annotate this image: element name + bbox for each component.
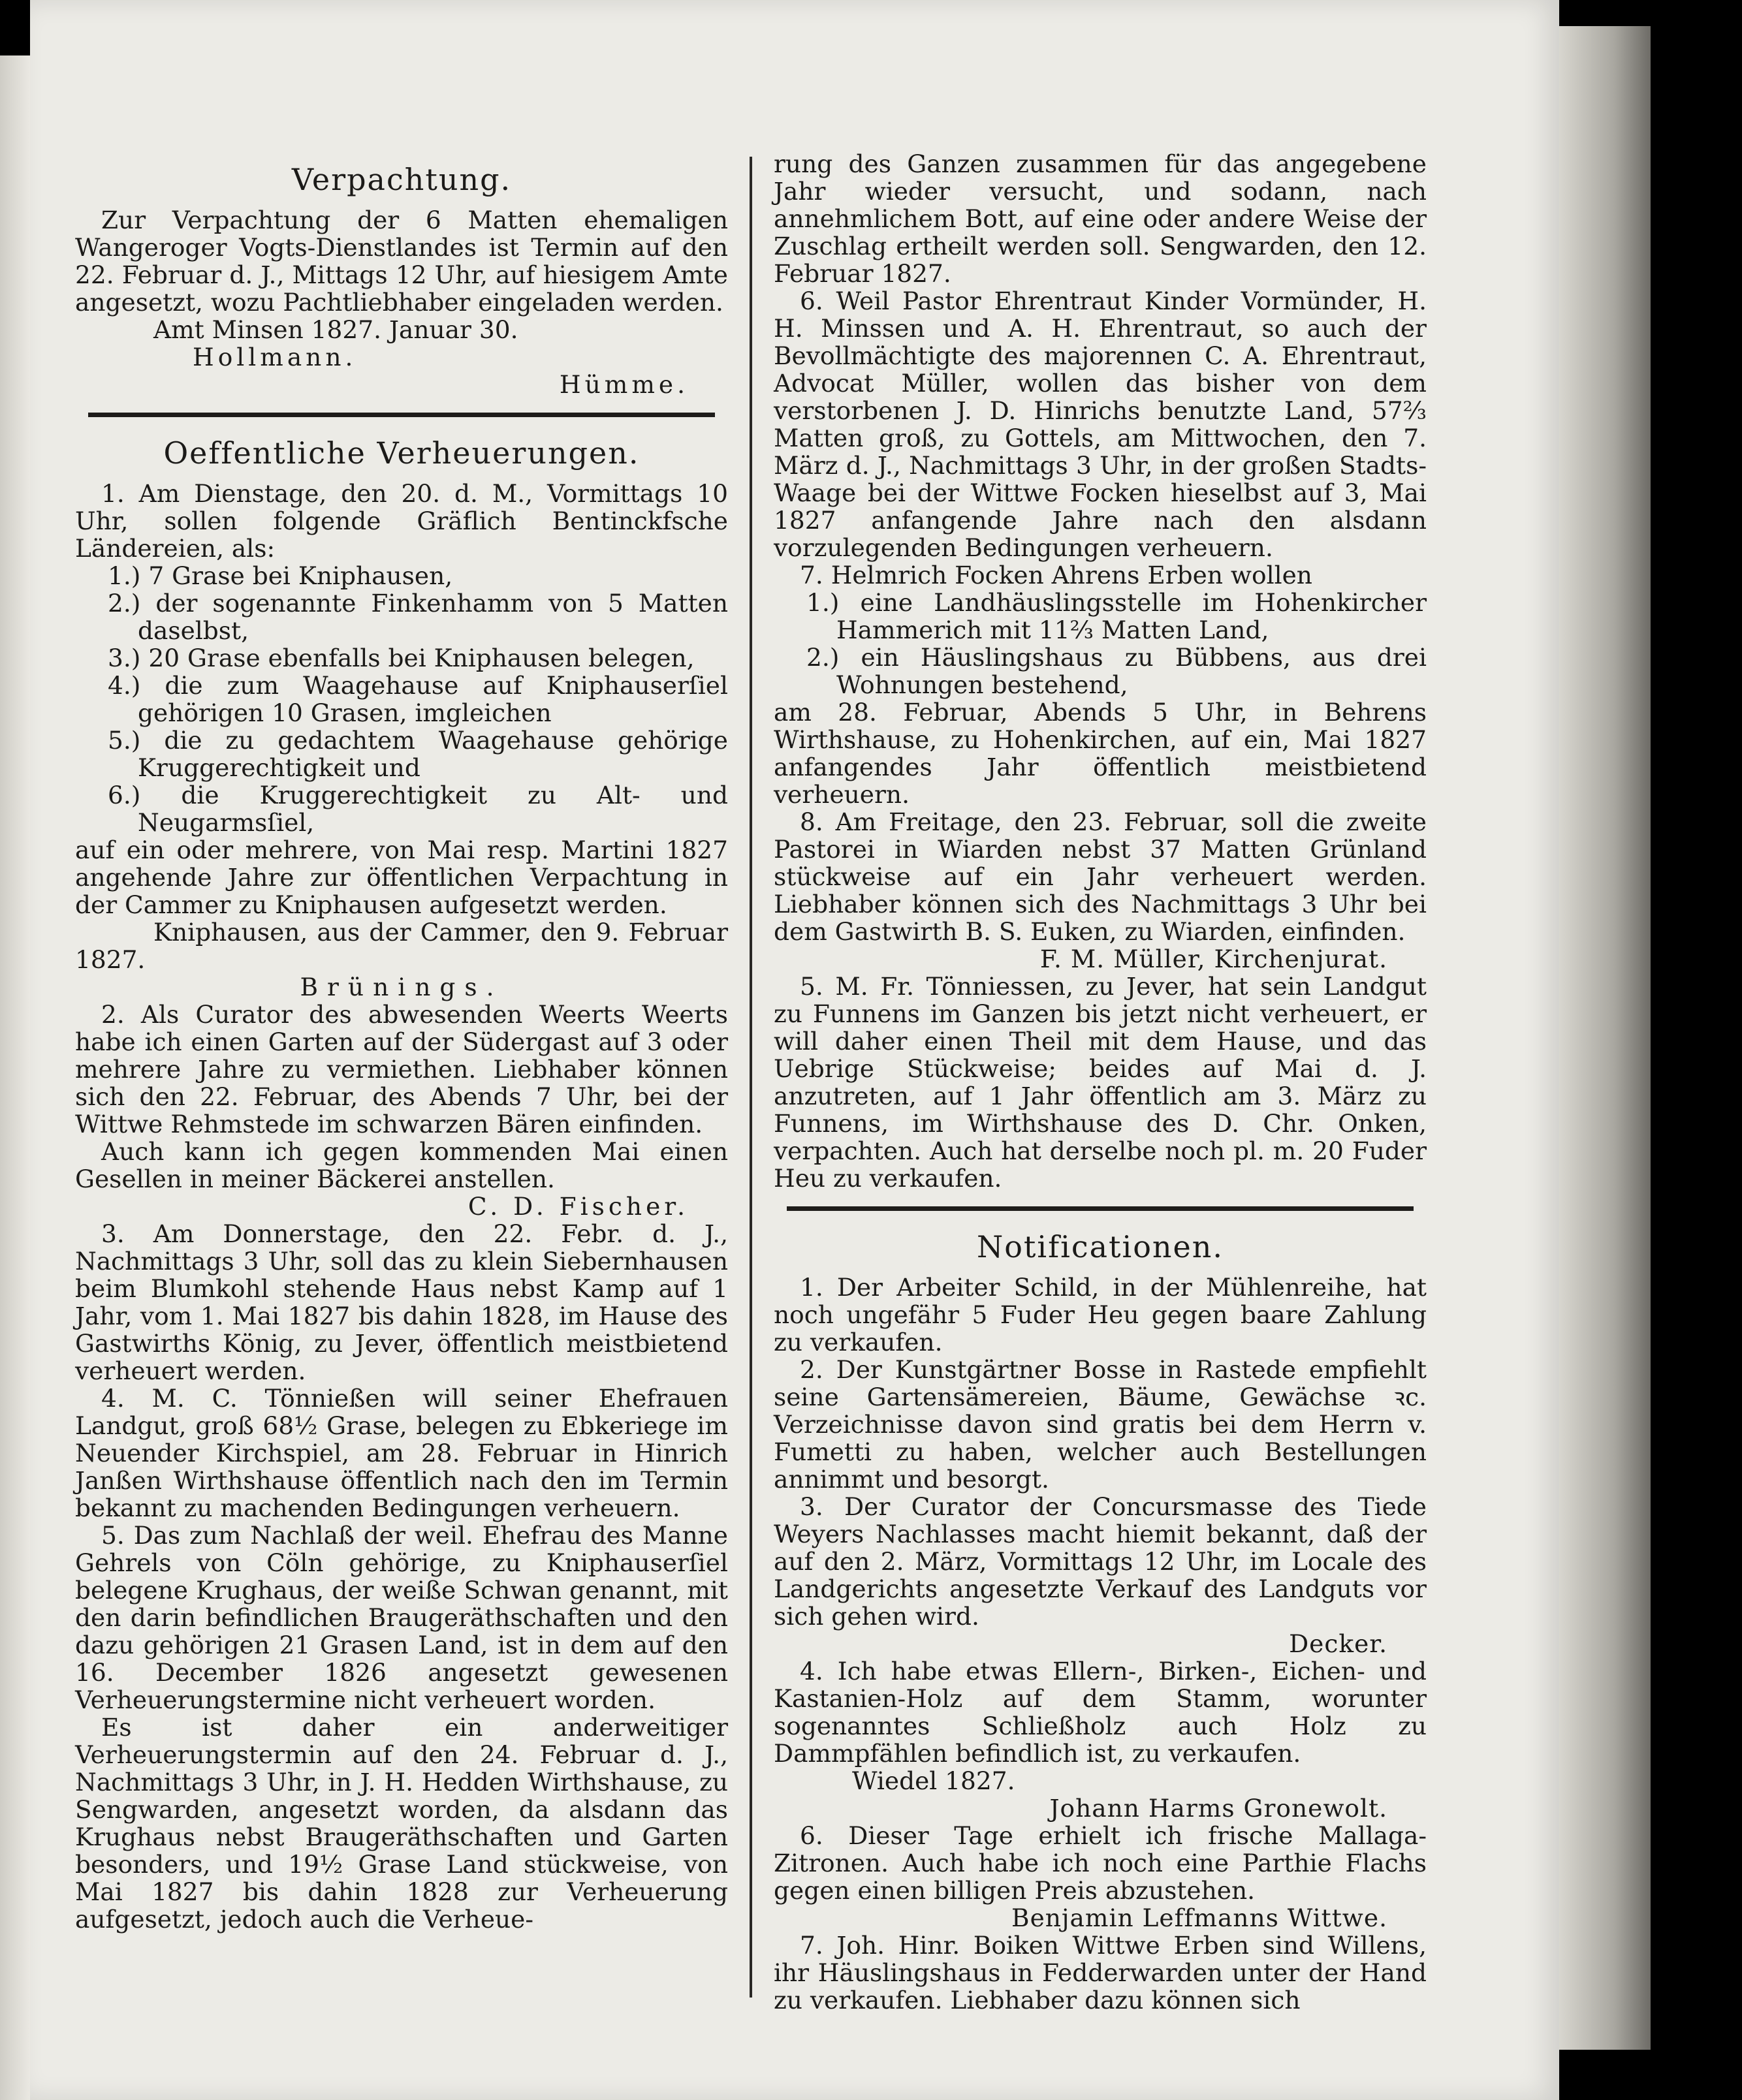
column-divider [750,157,752,1998]
notice-paragraph: 6. Dieser Tage erhielt ich frische Mallaga-Zitronen. Auch habe ich noch eine Parthie Flachs gegen einen billigen Preis abzustehen. [774,1821,1427,1905]
notice-paragraph: 7. Joh. Hinr. Boiken Wittwe Erben sind Willens, ihr Häuslingshaus in Fedderwarden unter der Hand zu verkaufen. Liebhaber dazu können sich [774,1931,1427,2014]
notice-paragraph: 1. Der Arbeiter Schild, in der Mühlenreihe, hat noch ungefähr 5 Fuder Heu gegen baare Zahlung zu verkaufen. [774,1273,1427,1356]
section-rule [88,413,715,417]
signature: Decker. [1289,1629,1387,1658]
notice-dateline: Kniphausen, aus der Cammer, den 9. Februar 1827. [75,918,728,974]
adjacent-page-sliver [0,55,30,2100]
notice-paragraph: 5. Das zum Nachlaß der weil. Ehefrau des Manne Gehrels von Cöln gehörige, zu Kniphauserſiel belegene Krughaus, der weiße Schwan genannt, mit den darin befindlichen Braugeräthschaften und den dazu gehörigen 21 Grasen Land, ist in dem auf den 16. December 1826 angesetzt gewesenen Verheuerungstermine nicht verheuert worden. [75,1521,728,1714]
notice-paragraph: auf ein oder mehrere, von Mai resp. Martini 1827 angehende Jahre zur öffentlichen Verpachtung in der Cammer zu Kniphausen aufgesetzt werden. [75,836,728,919]
section-heading-verpachtung: Verpachtung. [291,162,512,197]
notice-paragraph: Zur Verpachtung der 6 Matten ehemaligen Wangeroger Vogts-Dienstlandes ist Termin auf den 22. Februar d. J., Mittags 12 Uhr, auf hiesigem Amte angesetzt, wozu Pachtliebhaber eingeladen werden. [75,206,728,317]
notice-paragraph: 4. Ich habe etwas Ellern-, Birken-, Eichen- und Kastanien-Holz auf dem Stamm, worunter sogenanntes Schließholz auch Holz zu Dammpfählen befindlich ist, zu verkaufen. [774,1657,1427,1768]
notice-paragraph: rung des Ganzen zusammen für das angegebene Jahr wieder versucht, und sodann, nach annehmlichem Bott, auf eine oder andere Weise der Zuschlag ertheilt werden soll. Sengwarden, den 12. Februar 1827. [774,149,1427,288]
list-item: 2.) ein Häuslingshaus zu Bübbens, aus drei Wohnungen bestehend, [806,643,1427,699]
list-item: 1.) 7 Grase bei Kniphausen, [108,561,453,590]
list-item: 5.) die zu gedachtem Waagehause gehörige Kruggerechtigkeit und [108,726,728,782]
signature: Hümme. [559,370,689,399]
signature: Brünings. [300,973,503,1001]
list-item: 2.) der sogenannte Finkenhamm von 5 Matten daselbst, [108,589,728,645]
notice-paragraph: Auch kann ich gegen kommenden Mai einen Gesellen in meiner Bäckerei anstellen. [75,1137,728,1193]
book-edge [1559,26,1651,2050]
section-heading-notificationen: Notificationen. [976,1229,1224,1264]
notice-paragraph: 4. M. C. Tönnießen will seiner Ehefrauen Landgut, groß 68½ Grase, belegen zu Ebkeriege im Neuender Kirchspiel, am 28. Februar in Hinrich Janßen Wirthshause öffentlich nach den im Termin bekannt zu machenden Bedingungen verheuern. [75,1384,728,1522]
notice-paragraph: 2. Der Kunstgärtner Bosse in Rastede empfiehlt seine Gartensämereien, Bäume, Gewächse ꝛc. Verzeichnisse davon sind gratis bei dem Herrn v. Fumetti zu haben, welcher auch Bestellungen annimmt und besorgt. [774,1355,1427,1494]
signature: Hollmann. [193,343,357,371]
notice-paragraph: 1. Am Dienstage, den 20. d. M., Vormittags 10 Uhr, sollen folgende Gräflich Bentinckfsche Ländereien, als: [75,479,728,563]
notice-paragraph: 3. Der Curator der Concursmasse des Tiede Weyers Nachlasses macht hiemit bekannt, daß der auf den 2. März, Vormittags 12 Uhr, im Locale des Landgerichts angesetzte Verkauf des Landguts vor sich gehen wird. [774,1492,1427,1631]
notice-paragraph: 5. M. Fr. Tönniessen, zu Jever, hat sein Landgut zu Funnens im Ganzen bis jetzt nicht verheuert, er will daher einen Theil mit dem Hause, und das Uebrige Stückweise; beides auf Mai d. J. anzutreten, auf 1 Jahr öffentlich am 3. März zu Funnens, im Wirthshause des D. Chr. Onken, verpachten. Auch hat derselbe noch pl. m. 20 Fuder Heu zu verkaufen. [774,972,1427,1193]
section-heading-verheuerungen: Oeffentliche Verheuerungen. [163,435,640,471]
list-item: 3.) 20 Grase ebenfalls bei Kniphausen belegen, [108,644,695,672]
signature: Johann Harms Gronewolt. [1049,1794,1387,1823]
list-item: 1.) eine Landhäuslingsstelle im Hohenkircher Hammerich mit 11⅔ Matten Land, [806,588,1427,644]
signature: Benjamin Leffmanns Wittwe. [1011,1904,1387,1932]
notice-dateline: Wiedel 1827. [852,1766,1015,1795]
signature: F. M. Müller, Kirchenjurat. [1039,945,1387,973]
notice-paragraph: 6. Weil Pastor Ehrentraut Kinder Vormünder, H. H. Minssen und A. H. Ehrentraut, so auch der Bevollmächtigte des majorennen C. A. Ehrentraut, Advocat Müller, wollen das bisher von dem verstorbenen J. D. Hinrichs benutzte Land, 57⅔ Matten groß, zu Gottels, am Mittwochen, den 7. März d. J., Nachmittags 3 Uhr, in der großen Stadts-Waage bei der Wittwe Focken hieselbst auf 3, Mai 1827 anfangende Jahre nach den alsdann vorzulegenden Bedingungen verheuern. [774,287,1427,562]
list-item: 4.) die zum Waagehause auf Kniphauserſiel gehörigen 10 Grasen, imgleichen [108,671,728,727]
notice-paragraph: am 28. Februar, Abends 5 Uhr, in Behrens Wirthshause, zu Hohenkirchen, auf ein, Mai 1827 anfangendes Jahr öffentlich meistbietend verheuern. [774,698,1427,809]
list-item: 6.) die Kruggerechtigkeit zu Alt- und Neugarmsſiel, [108,781,728,837]
notice-paragraph: 2. Als Curator des abwesenden Weerts Weerts habe ich einen Garten auf der Südergast auf 3 oder mehrere Jahre zu vermiethen. Liebhaber können sich den 22. Februar, des Abends 7 Uhr, bei der Wittwe Rehmstede im schwarzen Bären einfinden. [75,1000,728,1138]
notice-paragraph: 3. Am Donnerstage, den 22. Febr. d. J., Nachmittags 3 Uhr, soll das zu klein Siebernhausen beim Blumkohl stehende Haus nebst Kamp auf 1 Jahr, vom 1. Mai 1827 bis dahin 1828, im Hause des Gastwirths König, zu Jever, öffentlich meistbietend verheuert werden. [75,1219,728,1385]
right-column [774,150,1427,2014]
notice-dateline: Amt Minsen 1827. Januar 30. [153,315,518,344]
section-rule [787,1206,1414,1211]
signature: C. D. Fischer. [467,1192,689,1221]
left-column [75,150,728,1933]
notice-paragraph: Es ist daher ein anderweitiger Verheuerungstermin auf den 24. Februar d. J., Nachmittags 3 Uhr, in J. H. Hedden Wirthshause, zu Sengwarden, angesetzt worden, da alsdann das Krughaus nebst Braugeräthschaften und Garten besonders, und 19½ Grase Land stückweise, von Mai 1827 bis dahin 1828 zur Verheuerung aufgesetzt, jedoch auch die Verheue- [75,1713,728,1934]
notice-paragraph: 7. Helmrich Focken Ahrens Erben wollen [800,561,1312,589]
notice-paragraph: 8. Am Freitage, den 23. Februar, soll die zweite Pastorei in Wiarden nebst 37 Matten Grünland stückweise auf ein Jahr verheuert werden. Liebhaber können sich des Nachmittags 3 Uhr bei dem Gastwirth B. S. Euken, zu Wiarden, einfinden. [774,807,1427,946]
